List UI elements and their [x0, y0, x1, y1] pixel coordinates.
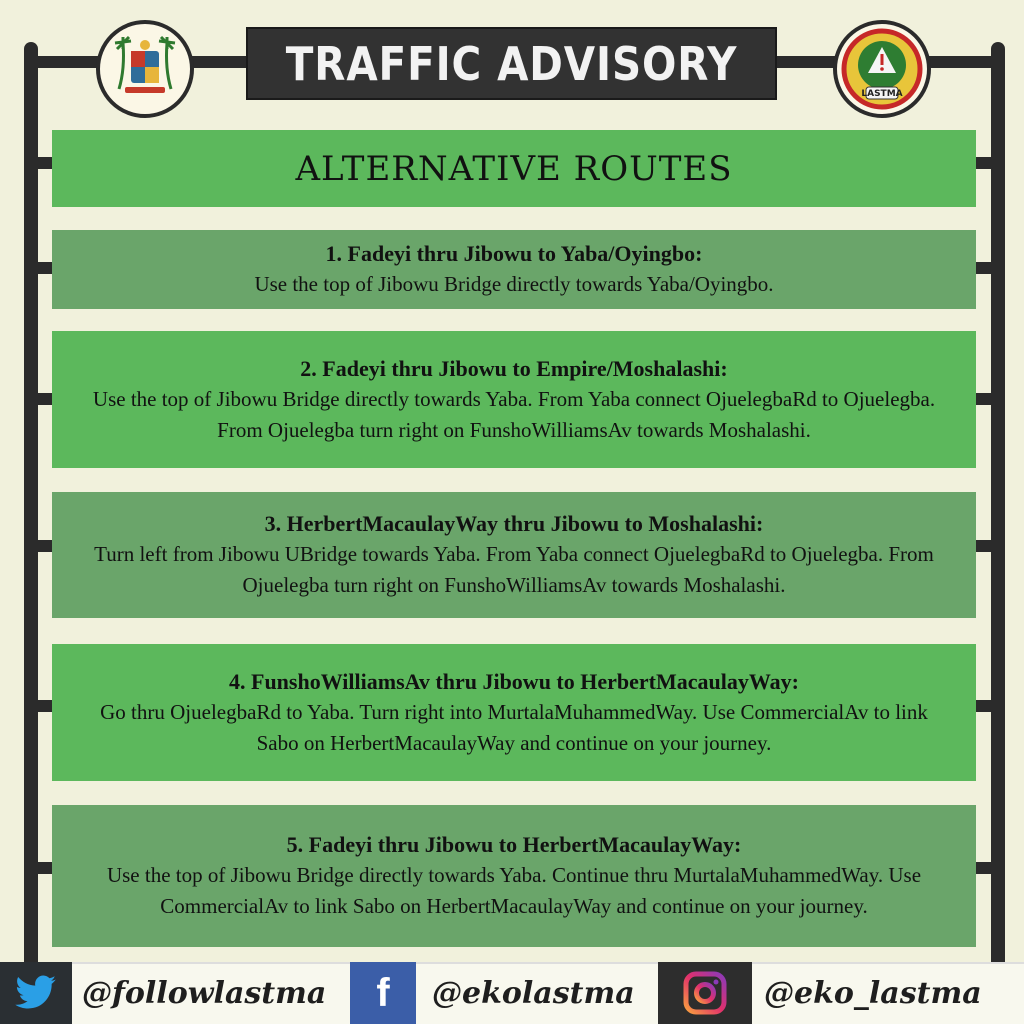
route-title: 3. HerbertMacaulayWay thru Jibowu to Moshalashi: — [264, 511, 764, 536]
facebook-handle[interactable]: @ekolastma — [432, 975, 635, 1011]
twitter-handle[interactable]: @followlastma — [82, 975, 327, 1011]
facebook-icon: f — [376, 970, 390, 1015]
route-description: Turn left from Jibowu UBridge towards Yaba. From Yaba connect OjuelegbaRd to Ojuelegba. From Ojuelegba turn right on FunshoWilliamsAv towards Moshalashi. — [94, 542, 934, 597]
twitter-link[interactable] — [0, 962, 72, 1024]
lastma-logo — [833, 20, 931, 118]
coat-of-arms-icon — [105, 29, 185, 109]
instagram-handle[interactable]: @eko_lastma — [764, 975, 982, 1011]
route-card — [52, 644, 976, 781]
route-description: Go thru OjuelegbaRd to Yaba. Turn right into MurtalaMuhammedWay. Use CommercialAv to link Sabo on HerbertMacaulayWay and continue on your journey. — [100, 699, 928, 755]
twitter-icon — [14, 975, 58, 1011]
route-title: 1. Fadeyi thru Jibowu to Yaba/Oyingbo: — [325, 241, 703, 266]
frame-post-left — [24, 42, 38, 964]
section-heading: ALTERNATIVE ROUTES — [295, 148, 733, 189]
route-description: Use the top of Jibowu Bridge directly towards Yaba. Continue thru MurtalaMuhammedWay. Use CommercialAv to link Sabo on HerbertMacaulayWay and continue on your journey. — [106, 863, 922, 918]
lastma-emblem-icon — [840, 27, 924, 111]
page-title: TRAFFIC ADVISORY — [285, 36, 738, 91]
section-heading-banner — [52, 130, 976, 207]
route-title: 5. Fadeyi thru Jibowu to HerbertMacaulayWay: — [286, 832, 742, 857]
instagram-link[interactable] — [658, 962, 752, 1024]
route-title: 4. FunshoWilliamsAv thru Jibowu to HerbertMacaulayWay: — [229, 668, 799, 694]
facebook-link[interactable] — [350, 962, 416, 1024]
route-card — [52, 331, 976, 468]
route-card — [52, 492, 976, 618]
route-title: 2. Fadeyi thru Jibowu to Empire/Moshalashi: — [300, 355, 728, 381]
frame-post-right — [991, 42, 1005, 964]
route-card — [52, 230, 976, 309]
title-banner — [246, 27, 777, 100]
route-description: Use the top of Jibowu Bridge directly towards Yaba/Oyingbo. — [254, 272, 774, 296]
lagos-state-seal-logo — [96, 20, 194, 118]
instagram-icon — [680, 968, 730, 1018]
route-description: Use the top of Jibowu Bridge directly towards Yaba. From Yaba connect OjuelegbaRd to Ojuelegba. From Ojuelegba turn right on FunshoWilliamsAv towards Moshalashi. — [92, 386, 936, 442]
svg-text:LASTMA: LASTMA — [861, 89, 903, 99]
route-card — [52, 805, 976, 947]
